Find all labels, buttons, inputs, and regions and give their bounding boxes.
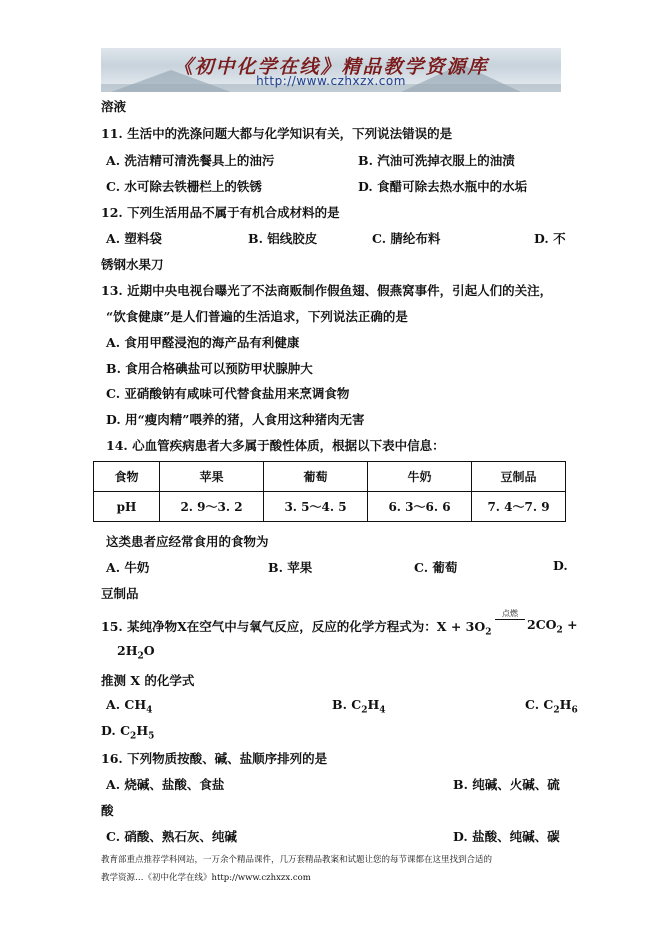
table-row [94,462,566,492]
subscript: 2 [130,731,137,742]
ph-table [93,461,566,522]
banner-title: 《初中化学在线》精品教学资源库 [173,56,489,78]
q16-option-c: C. 硝酸、熟石灰、纯碱 [106,829,237,844]
q15-option-b [332,697,386,716]
q15-option-d [101,723,154,742]
question-15-cont: 推测 X 的化学式 [101,673,195,688]
question-13-cont: “饮食健康”是人们普遍的生活追求，下列说法正确的是 [106,309,408,324]
table-cell: 2. 9～3. 2 [160,492,264,522]
q16-option-d: D. 盐酸、纯碱、碳 [453,829,560,844]
option-text: H [559,697,572,712]
footer-line-2[interactable]: 教学资源…《初中化学在线》http://www.czhxzx.com [101,873,311,883]
subscript: 6 [571,705,578,716]
option-text: C. C [525,697,554,712]
subscript: 4 [146,705,153,716]
subscript: 4 [379,705,386,716]
question-11: 11. 生活中的洗涤问题大都与化学知识有关，下列说法错误的是 [101,126,453,141]
q15-option-a [106,697,152,716]
question-14: 14. 心血管疾病患者大多属于酸性体质，根据以下表中信息： [106,438,445,453]
table-cell: 豆制品 [472,462,566,492]
subscript: 2 [556,625,563,636]
table-cell: 食物 [94,462,160,492]
option-text: B. C [332,697,362,712]
continued-text: 溶液 [101,99,127,114]
banner-url[interactable]: http://www.czhxzx.com [256,74,406,88]
q12-option-d-cont: 锈钢水果刀 [101,257,164,272]
table-cell: 苹果 [160,462,264,492]
table-cell: pH [94,492,160,522]
table-cell: 葡萄 [264,462,368,492]
q13-option-c: C. 亚硝酸钠有咸味可代替食盐用来烹调食物 [106,386,350,401]
question-12: 12. 下列生活用品不属于有机合成材料的是 [101,205,340,220]
q13-option-b: B. 食用合格碘盐可以预防甲状腺肿大 [106,361,313,376]
table-row [94,492,566,522]
q15-product [527,617,578,636]
subscript: 2 [137,651,144,662]
water-h: 2H [117,643,138,658]
q15-option-c [525,697,578,716]
plus-sign: + [567,617,578,632]
q16-option-b-cont: 酸 [101,803,114,818]
question-15 [101,617,492,638]
reaction-arrow [495,619,525,620]
q16-option-b: B. 纯碱、火碱、硫 [453,777,560,792]
q15-product-water [117,643,155,662]
subscript: 2 [485,627,492,638]
option-text: A. CH [106,697,147,712]
footer-line-1: 教育部重点推荐学科网站，一万余个精品课件，几万套精品教案和试题让您的每节课都在这里找到合适的 [101,855,493,865]
table-cell: 牛奶 [368,462,472,492]
table-cell: 6. 3～6. 6 [368,492,472,522]
q16-option-a: A. 烧碱、盐酸、食盐 [106,777,225,792]
table-cell: 7. 4～7. 9 [472,492,566,522]
q14-option-b: B. 苹果 [268,560,313,575]
subscript: 5 [148,731,155,742]
header-banner [101,48,561,92]
option-text: D. C [101,723,131,738]
subscript: 2 [361,705,368,716]
product-co2: 2CO [527,617,557,632]
q12-option-d: D. 不 [534,231,566,246]
q15-text: 15. 某纯净物X在空气中与氧气反应，反应的化学方程式为：X + 3O [101,619,486,634]
option-text: H [367,697,380,712]
option-text: H [136,723,149,738]
question-13: 13. 近期中央电视台曝光了不法商贩制作假鱼翅、假燕窝事件，引起人们的关注， [101,283,553,298]
q13-option-d: D. 用“瘦肉精”喂养的猪，人食用这种猪肉无害 [106,412,365,427]
water-o: O [143,643,155,658]
q12-option-b: B. 铝线胶皮 [248,231,318,246]
q11-option-c: C. 水可除去铁栅栏上的铁锈 [106,179,262,194]
q14-option-a: A. 牛奶 [106,560,150,575]
question-16: 16. 下列物质按酸、碱、盐顺序排列的是 [101,751,328,766]
q14-option-d-cont: 豆制品 [101,586,139,601]
q11-option-a: A. 洗洁精可清洗餐具上的油污 [106,153,275,168]
q11-option-d: D. 食醋可除去热水瓶中的水垢 [358,179,528,194]
q14-option-d: D. [553,558,568,573]
question-14-cont: 这类患者应经常食用的食物为 [106,534,269,549]
subscript: 2 [553,705,560,716]
q12-option-a: A. 塑料袋 [106,231,162,246]
q11-option-b: B. 汽油可洗掉衣服上的油渍 [358,153,515,168]
q13-option-a: A. 食用甲醛浸泡的海产品有利健康 [106,335,300,350]
table-cell: 3. 5～4. 5 [264,492,368,522]
reaction-condition: 点燃 [502,609,518,618]
q14-option-c: C. 葡萄 [414,560,458,575]
q12-option-c: C. 腈纶布料 [372,231,441,246]
